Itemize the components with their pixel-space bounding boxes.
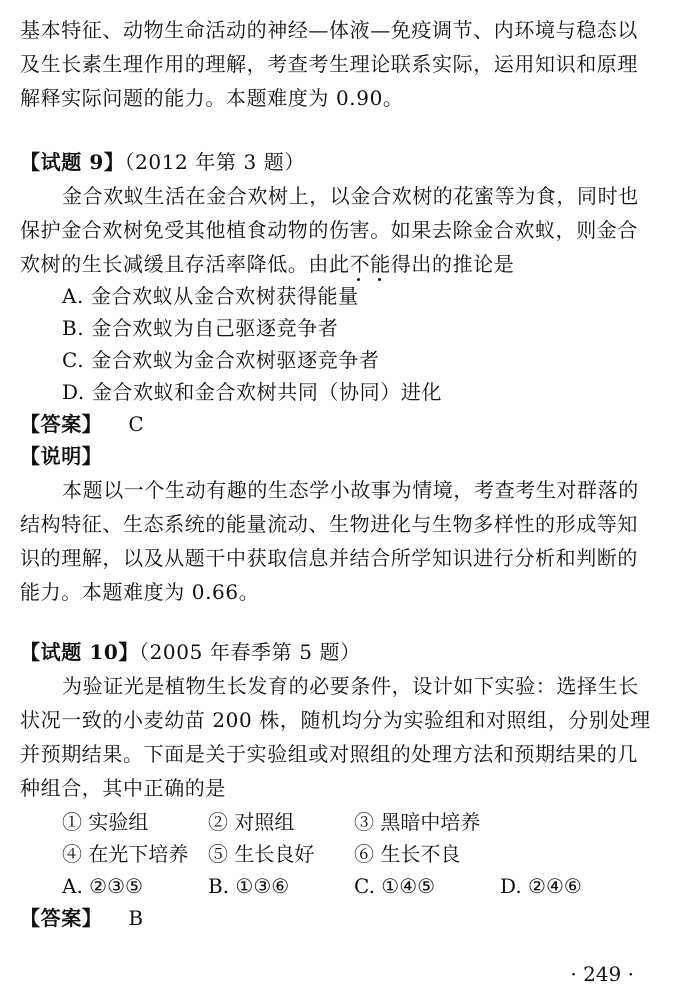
q9-explanation-line-3: 识的理解，以及从题干中获取信息并结合所学知识进行分析和判断的 xyxy=(20,546,638,570)
q10-choice-a: A. ②③⑤ xyxy=(62,874,143,898)
prev-explanation-line-3: 解释实际问题的能力。本题难度为 0.90。 xyxy=(20,86,404,110)
q9-stem-line-3-end: 得出的推论是 xyxy=(390,252,515,276)
q10-label: 【试题 10】 xyxy=(20,640,139,664)
q9-stem-line-3 xyxy=(20,248,514,280)
q9-explanation-line-1: 本题以一个生动有趣的生态学小故事为情境，考查考生对群落的 xyxy=(62,478,639,502)
q9-answer xyxy=(20,408,144,440)
q10-stem-line-4: 种组合，其中正确的是 xyxy=(20,776,226,800)
q10-choice-c: C. ①④⑤ xyxy=(354,874,436,898)
q10-choice-d: D. ②④⑥ xyxy=(500,874,582,898)
q9-answer-value: C xyxy=(128,412,145,436)
q10-stem-line-2: 状况一致的小麦幼苗 200 株，随机均分为实验组和对照组，分别处理 xyxy=(20,708,651,732)
q9-stem-line-2: 保护金合欢树免受其他植食动物的伤害。如果去除金合欢蚁，则金合 xyxy=(20,218,638,242)
q9-option-b: B. 金合欢蚁为自己驱逐竞争者 xyxy=(62,316,339,340)
q9-emphasis-text: 不能 xyxy=(350,252,391,276)
q9-stem-line-1: 金合欢蚁生活在金合欢树上，以金合欢树的花蜜等为食，同时也 xyxy=(62,184,639,208)
q10-items-row-1 xyxy=(62,806,480,838)
q9-stem-line-3-start: 欢树的生长减缓且存活率降低。由此 xyxy=(20,252,350,276)
q9-explanation-line-2: 结构特征、生态系统的能量流动、生物进化与生物多样性的形成等知 xyxy=(20,512,638,536)
q10-item-6: ⑥ 生长不良 xyxy=(354,842,461,866)
prev-explanation-line-2: 及生长素生理作用的理解，考查考生理论联系实际，运用知识和原理 xyxy=(20,52,638,76)
q10-item-1: ① 实验组 xyxy=(62,810,149,834)
q9-explain-label: 【说明】 xyxy=(20,444,103,468)
q9-label: 【试题 9】 xyxy=(20,150,125,174)
emphasis-dot xyxy=(378,278,381,281)
q10-item-3: ③ 黑暗中培养 xyxy=(354,810,481,834)
q10-answer-value: B xyxy=(128,906,144,930)
prev-explanation-line-1: 基本特征、动物生命活动的神经—体液—免疫调节、内环境与稳态以 xyxy=(20,18,638,42)
q9-option-c: C. 金合欢蚁为金合欢树驱逐竞争者 xyxy=(62,348,380,372)
q9-source: （2012 年第 3 题） xyxy=(124,150,305,174)
q10-header xyxy=(20,636,361,668)
q10-answer xyxy=(20,902,144,934)
q9-header xyxy=(20,146,305,178)
q9-explanation-line-4: 能力。本题难度为 0.66。 xyxy=(20,580,260,604)
q9-option-a: A. 金合欢蚁从金合欢树获得能量 xyxy=(62,284,359,308)
q10-answer-label: 【答案】 xyxy=(20,906,103,930)
q9-answer-label: 【答案】 xyxy=(20,412,103,436)
q9-option-d: D. 金合欢蚁和金合欢树共同（协同）进化 xyxy=(62,380,443,404)
q10-item-4: ④ 在光下培养 xyxy=(62,842,189,866)
q10-choices-row xyxy=(62,870,582,902)
q10-items-row-2 xyxy=(62,838,460,870)
q10-stem-line-3: 并预期结果。下面是关于实验组或对照组的处理方法和预期结果的几 xyxy=(20,742,638,766)
q10-stem-line-1: 为验证光是植物生长发育的必要条件，设计如下实验：选择生长 xyxy=(62,674,639,698)
page-number: · 249 · xyxy=(570,962,634,986)
q10-item-5: ⑤ 生长良好 xyxy=(208,842,315,866)
q10-source: （2005 年春季第 5 题） xyxy=(139,640,361,664)
q10-choice-b: B. ①③⑥ xyxy=(208,874,290,898)
q10-item-2: ② 对照组 xyxy=(208,810,295,834)
